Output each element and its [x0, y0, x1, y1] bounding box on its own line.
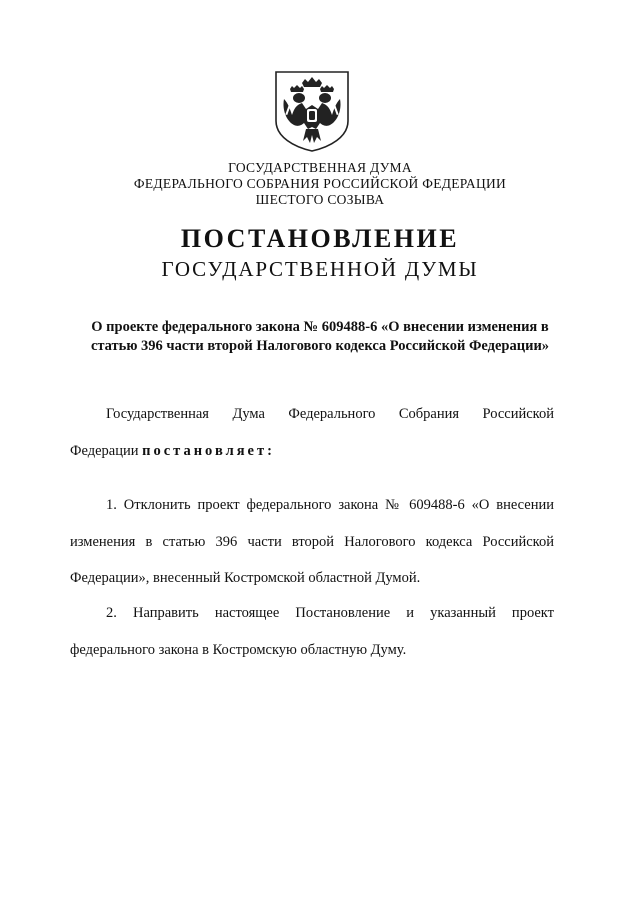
document-subtitle: ГОСУДАРСТВЕННОЙ ДУМЫ [161, 257, 479, 281]
decree-verb: постановляет: [142, 443, 275, 459]
header-line-federal-assembly: ФЕДЕРАЛЬНОГО СОБРАНИЯ РОССИЙСКОЙ ФЕДЕРАЦИИ [133, 176, 507, 191]
header-line-duma: ГОСУДАРСТВЕННАЯ ДУМА [228, 160, 412, 175]
subject-line-2: статью 396 части второй Налогового кодекса Российской Федерации» [90, 338, 550, 354]
preamble-line-2 [70, 441, 275, 461]
item-1-line-2: изменения в статью 396 части второй Налогового кодекса Российской [70, 534, 554, 550]
item-1-line-1: 1. Отклонить проект федерального закона № 609488-6 «О внесении [106, 497, 554, 513]
preamble-federation-text: Федерации [70, 443, 139, 459]
header-line-convocation: ШЕСТОГО СОЗЫВА [255, 192, 385, 207]
document-title: ПОСТАНОВЛЕНИЕ [180, 224, 460, 253]
item-2-line-2: федерального закона в Костромскую областную Думу. [70, 642, 407, 658]
coat-of-arms-emblem [272, 69, 352, 153]
item-1-line-3: Федерации», внесенный Костромской областной Думой. [70, 570, 421, 586]
subject-line-1: О проекте федерального закона № 609488-6 «О внесении изменения в [91, 319, 549, 335]
item-2-line-1: 2. Направить настоящее Постановление и указанный проект [106, 605, 554, 621]
preamble-line-1: Государственная Дума Федерального Собрания Российской [106, 406, 554, 422]
